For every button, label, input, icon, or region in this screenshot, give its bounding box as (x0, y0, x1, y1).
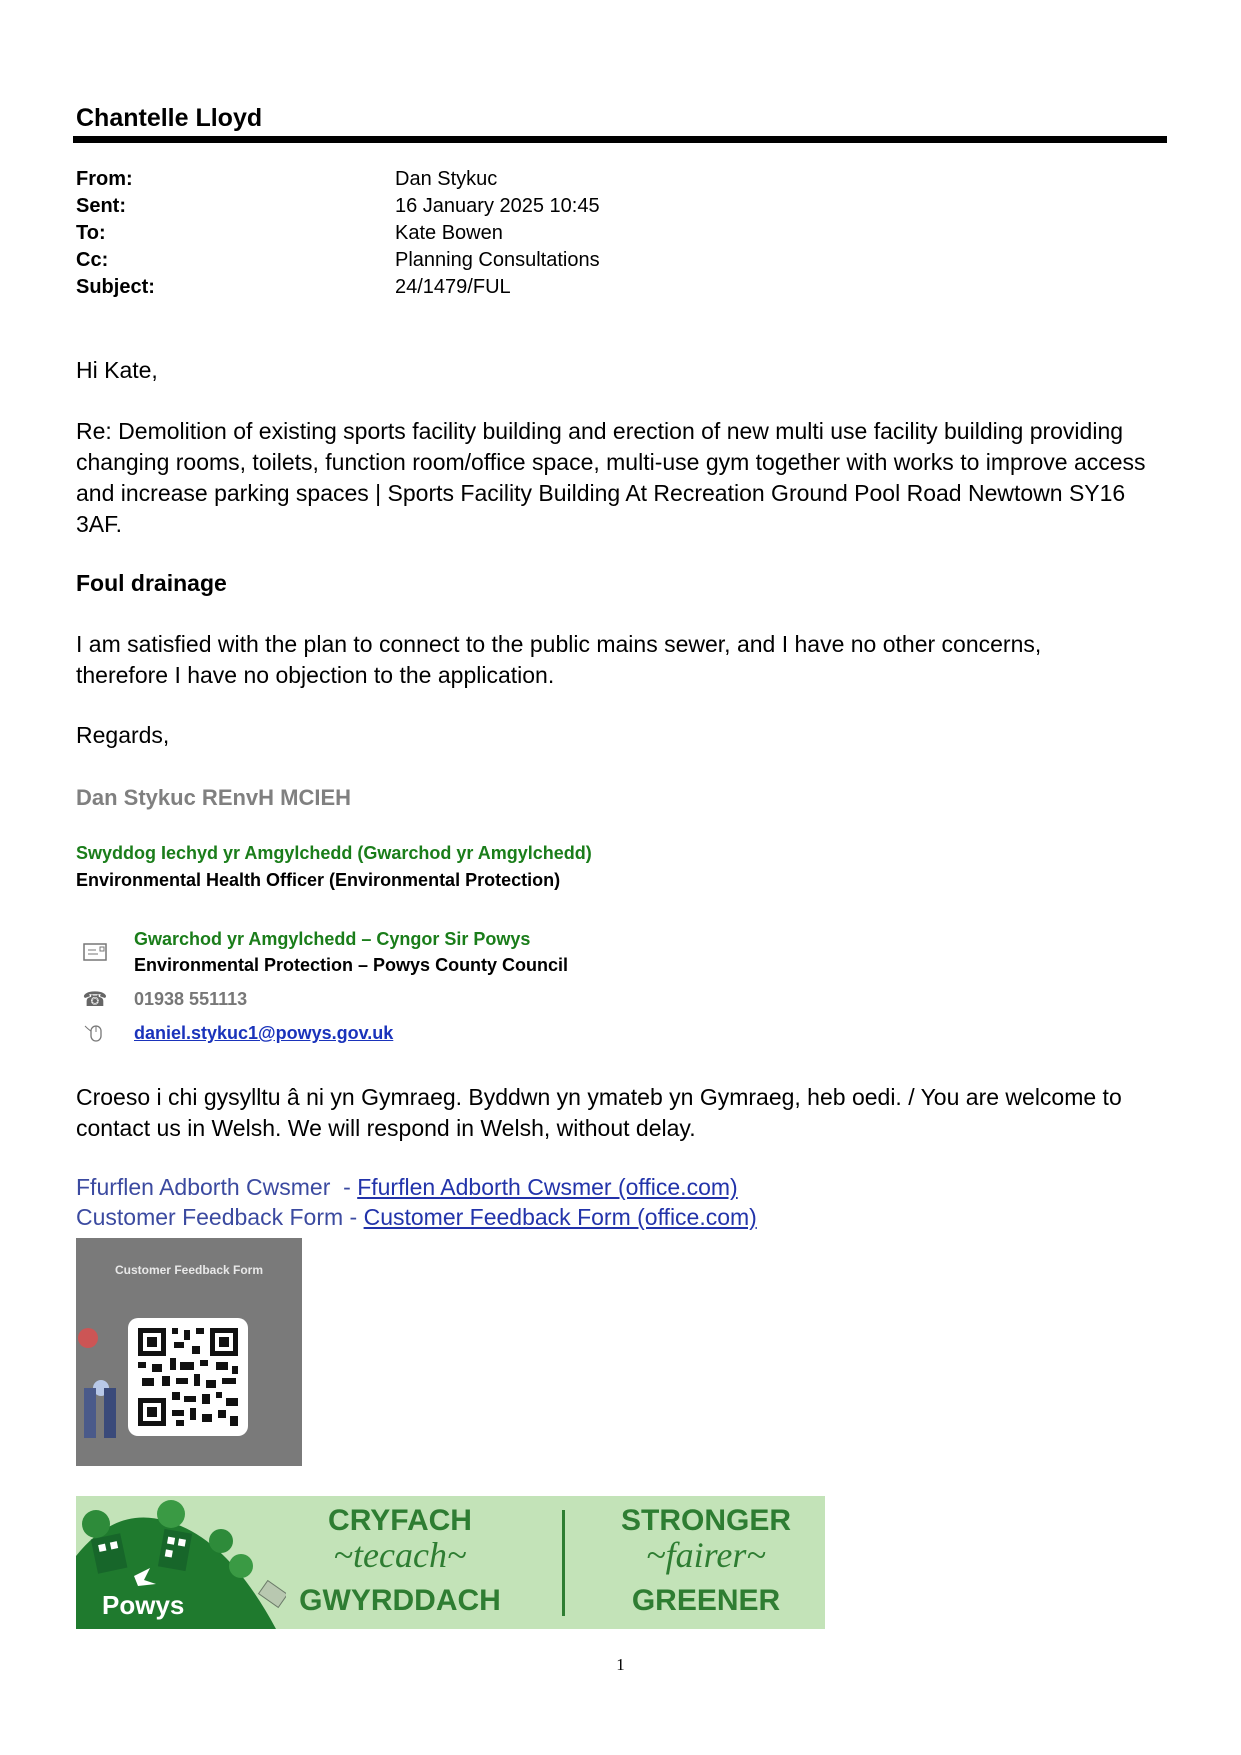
sent-label: Sent: (76, 195, 126, 217)
page-number: 1 (616, 1655, 625, 1674)
cc-value: Planning Consultations (395, 249, 600, 271)
from-label: From: (76, 168, 133, 190)
feedback-english-link[interactable]: Customer Feedback Form (office.com) (363, 1204, 757, 1230)
page-owner-name: Chantelle Lloyd (76, 104, 263, 132)
re-line: Re: Demolition of existing sports facility building and erection of new multi use facility building providing changing rooms, toilets, function room/office space, multi-use gym together with works to improve access and increase parking spaces | Sports Facility Building At Recreation Ground Pool Road Newtown SY16 3AF. (76, 418, 1146, 537)
email-link[interactable]: daniel.stykuc1@powys.gov.uk (134, 1023, 394, 1043)
banner-divider (562, 1510, 565, 1616)
title-welsh: Swyddog Iechyd yr Amgylchedd (Gwarchod yr Amgylchedd) (76, 843, 592, 863)
dept-english: Environmental Protection – Powys County Council (134, 955, 569, 975)
to-label: To: (76, 222, 106, 244)
body-paragraph: I am satisfied with the plan to connect to the public mains sewer, and I have no other concerns, therefore I have no objection to the application. (76, 631, 1042, 688)
section-heading: Foul drainage (76, 570, 227, 596)
banner-welsh-word: tecach (353, 1535, 447, 1575)
feedback-welsh-row (76, 1174, 738, 1201)
title-english: Environmental Health Officer (Environmental Protection) (76, 870, 561, 890)
mouse-icon (82, 1022, 108, 1044)
powys-banner (76, 1496, 825, 1629)
signature-name: Dan Stykuc REnvH MCIEH (76, 785, 352, 810)
cc-label: Cc: (76, 249, 109, 271)
banner-english-line2: ~fairer~ (646, 1535, 766, 1575)
banner-english-line3: GREENER (631, 1584, 781, 1617)
from-value: Dan Stykuc (395, 168, 498, 190)
feedback-welsh-label: Ffurflen Adborth Cwsmer - (76, 1174, 358, 1200)
feedback-qr-image[interactable] (76, 1238, 302, 1466)
welsh-language-notice: Croeso i chi gysylltu â ni yn Gymraeg. Byddwn yn ymateb yn Gymraeg, heb oedi. / You are welcome to contact us in Welsh. We will respond in Welsh, without delay. (76, 1084, 1122, 1141)
banner-welsh-line3: GWYRDDACH (299, 1584, 501, 1617)
dept-welsh: Gwarchod yr Amgylchedd – Cyngor Sir Powys (134, 929, 531, 949)
header-divider (73, 136, 1167, 143)
sent-value: 16 January 2025 10:45 (395, 195, 600, 217)
subject-label: Subject: (76, 276, 155, 298)
feedback-english-label: Customer Feedback Form - (76, 1204, 364, 1230)
banner-welsh-line2: ~tecach~ (333, 1535, 467, 1575)
qr-illustration (76, 1238, 302, 1466)
greeting: Hi Kate, (76, 357, 158, 383)
mail-icon (82, 941, 108, 963)
phone-number: 01938 551113 (134, 989, 248, 1009)
feedback-welsh-link[interactable]: Ffurflen Adborth Cwsmer (office.com) (357, 1174, 738, 1200)
banner-welsh-line1: CRYFACH (328, 1504, 472, 1537)
to-value: Kate Bowen (395, 222, 503, 244)
subject-value: 24/1479/FUL (395, 276, 511, 298)
feedback-english-row (76, 1204, 757, 1231)
powys-logo-text: Powys (102, 1590, 185, 1620)
banner-english-line1: STRONGER (620, 1504, 791, 1537)
qr-caption: Customer Feedback Form (114, 1263, 264, 1277)
closing: Regards, (76, 722, 170, 748)
banner-english-word: fairer (665, 1535, 747, 1575)
phone-icon: ☎ (82, 989, 108, 1011)
